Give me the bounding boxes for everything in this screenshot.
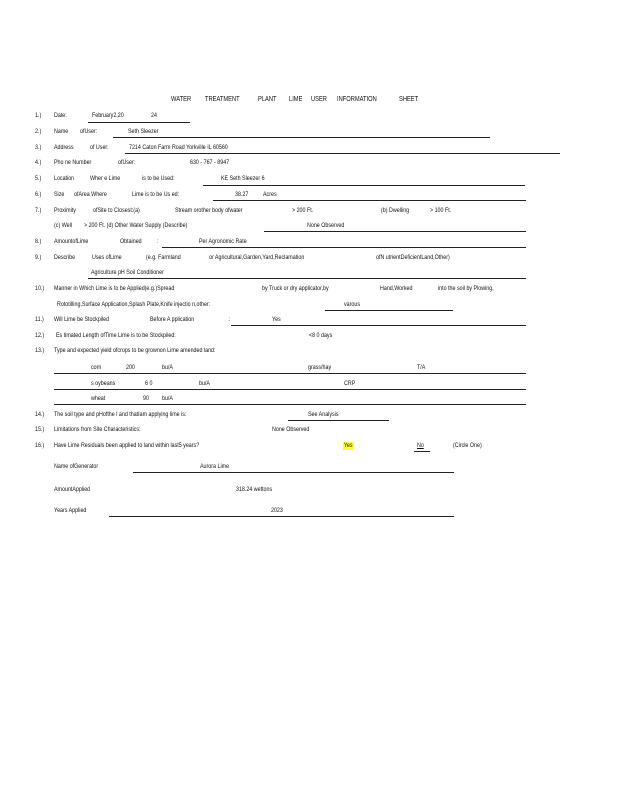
amount-label: AmountofLime bbox=[54, 238, 89, 245]
title-word: WATER bbox=[171, 96, 192, 103]
date-line bbox=[88, 122, 190, 123]
uses-value: Agriculture pH Soil Conditioner bbox=[91, 269, 164, 276]
generator-value: Aurora Lime bbox=[200, 463, 230, 470]
proximity-stream-value: > 200 Ft. bbox=[292, 207, 314, 214]
size-unit: Acres bbox=[263, 191, 277, 198]
item-number: 10.) bbox=[35, 285, 45, 292]
years-applied-line bbox=[109, 516, 454, 517]
item-number: 8.) bbox=[35, 238, 42, 245]
uses-line bbox=[88, 278, 526, 279]
generator-label: Name ofGenerator bbox=[54, 463, 99, 470]
location-value: KE Seth Sleezer 6 bbox=[221, 175, 265, 182]
crop-name: corn bbox=[91, 364, 102, 371]
phone-label: ofUser: bbox=[118, 159, 136, 166]
location-label: is to be Used: bbox=[142, 175, 175, 182]
crop-line bbox=[54, 404, 526, 405]
title-word: LIME bbox=[289, 96, 303, 103]
crop-unit: bu/A bbox=[162, 364, 173, 371]
residuals-label: Have Lime Residuals been applied to land within last5 years? bbox=[54, 442, 200, 449]
title-word: TREATMENT bbox=[205, 96, 240, 103]
proximity-dwelling-label: (b) Dwelling bbox=[381, 207, 410, 214]
name-label: ofUser: bbox=[80, 128, 98, 135]
name-label: Name bbox=[54, 128, 69, 135]
proximity-label: Proximity bbox=[54, 207, 76, 214]
stockpile-colon: : bbox=[229, 316, 231, 323]
stockpile-label: Before A pplication bbox=[150, 316, 195, 323]
manner-label: Manner in Which Lime is to be Applied(e.g.)Spread bbox=[54, 285, 175, 292]
stockpile-label: Will Lime be Stockpiled bbox=[54, 316, 110, 323]
residuals-circle-note: (Circle One) bbox=[453, 442, 482, 449]
uses-label: Describe bbox=[54, 254, 76, 261]
crop-unit: bu/A bbox=[199, 380, 210, 387]
uses-label: (e.g. Farmland bbox=[146, 254, 181, 261]
residuals-no: No bbox=[417, 442, 424, 449]
size-label: Lime is to be Us ed: bbox=[132, 191, 180, 198]
proximity-well-label: (c) Well bbox=[54, 222, 72, 229]
manner-label: Hand,Worked bbox=[380, 285, 413, 292]
phone-value: 630 - 767 - 8947 bbox=[190, 159, 230, 166]
date-value-year: 24 bbox=[151, 112, 157, 119]
length-label: Es timated Length ofTime Lime is to be Stockpiled: bbox=[56, 332, 176, 339]
proximity-label: ofSite to Closest:(a) bbox=[93, 207, 140, 214]
proximity-line bbox=[264, 231, 526, 232]
address-value: 7214 Caton Farm Road Yorkville IL 60560 bbox=[129, 144, 228, 151]
crop-unit: T/A bbox=[417, 364, 426, 371]
location-label: Wher e Lime bbox=[90, 175, 121, 182]
crop-name: CRP bbox=[344, 380, 356, 387]
size-value: 38.27 bbox=[235, 191, 249, 198]
date-value: February2,20 bbox=[92, 112, 124, 119]
size-line bbox=[213, 200, 526, 201]
years-applied-label: Years Applied bbox=[54, 507, 87, 514]
soil-label: The soil type and pHofthe l and thatIam applying lime is: bbox=[54, 411, 187, 418]
title-word: PLANT bbox=[258, 96, 277, 103]
item-number: 14.) bbox=[35, 411, 45, 418]
manner-value: varous bbox=[344, 301, 361, 308]
item-number: 3.) bbox=[35, 144, 42, 151]
crop-name: wheat bbox=[91, 395, 106, 402]
years-applied-value: 2023 bbox=[271, 507, 283, 514]
date-label: Date: bbox=[54, 112, 67, 119]
crop-yield: 6 0 bbox=[145, 380, 153, 387]
item-number: 12.) bbox=[35, 332, 45, 339]
title-word: INFORMATION bbox=[337, 96, 377, 103]
crop-yield: 90 bbox=[143, 395, 149, 402]
name-line bbox=[113, 137, 490, 138]
amount-applied-label: AmountApplied bbox=[54, 486, 91, 493]
size-label: ofArea Where bbox=[74, 191, 107, 198]
location-line bbox=[203, 185, 525, 186]
stockpile-value: Yes bbox=[272, 316, 281, 323]
residuals-yes: Yes bbox=[343, 442, 353, 449]
name-value: Seth Sleezer bbox=[128, 128, 159, 135]
manner-label: into the soil by Plowing, bbox=[438, 285, 494, 292]
crop-name: s oybeans bbox=[91, 380, 116, 387]
manner-label: Rototilling,Surface Application,Splash Plate,Knife injectio n,other: bbox=[57, 301, 211, 308]
generator-line bbox=[133, 472, 454, 473]
length-value: <8 0 days bbox=[309, 332, 333, 339]
crop-line bbox=[54, 389, 526, 390]
amount-colon: : bbox=[157, 238, 159, 245]
soil-value: See Analysis bbox=[308, 411, 339, 418]
crop-name: grass/hay bbox=[308, 364, 332, 371]
address-label: Address bbox=[54, 144, 74, 151]
amount-label: Obtained bbox=[120, 238, 142, 245]
item-number: 5.) bbox=[35, 175, 42, 182]
proximity-other-value: None Observed bbox=[307, 222, 345, 229]
item-number: 9.) bbox=[35, 254, 42, 261]
amount-value: Per Agronomic Rate bbox=[199, 238, 247, 245]
item-number: 11.) bbox=[35, 316, 44, 323]
proximity-well-value: > 200 Ft. (d) Other Water Supply (Describe) bbox=[84, 222, 188, 229]
title-word: USER bbox=[311, 96, 327, 103]
amount-line bbox=[162, 247, 526, 248]
uses-label: Uses ofLime bbox=[92, 254, 122, 261]
item-number: 7.) bbox=[35, 207, 42, 214]
title-word: SHEET bbox=[399, 96, 419, 103]
address-label: of User: bbox=[90, 144, 109, 151]
item-number: 1.) bbox=[35, 112, 42, 119]
uses-label: ofN utrientDeficientLand,Other) bbox=[376, 254, 450, 261]
amount-applied-value: 318.24 wettons bbox=[236, 486, 273, 493]
location-label: Location bbox=[54, 175, 75, 182]
uses-label: or Agricultural,Garden,Yard,Reclamation bbox=[209, 254, 305, 261]
proximity-label: Stream orother body ofwater bbox=[175, 207, 243, 214]
item-number: 4.) bbox=[35, 159, 42, 166]
residuals-no-line bbox=[414, 451, 430, 452]
stockpile-line bbox=[231, 325, 526, 326]
manner-line bbox=[325, 310, 453, 311]
crops-label: Type and expected yield ofcrops to be grownon Lime amended land: bbox=[54, 347, 216, 354]
address-line bbox=[125, 153, 560, 154]
proximity-dwelling-value: > 100 Ft. bbox=[430, 207, 452, 214]
manner-label: by Truck or dry applicator,by bbox=[262, 285, 329, 292]
limitations-label: Limitations from Site Characteristics: bbox=[54, 426, 141, 433]
size-label: Size bbox=[54, 191, 65, 198]
crop-yield: 200 bbox=[126, 364, 135, 371]
phone-label: Pho ne Number bbox=[54, 159, 92, 166]
item-number: 16.) bbox=[35, 442, 45, 449]
crop-unit: bu/A bbox=[162, 395, 173, 402]
item-number: 13.) bbox=[35, 347, 45, 354]
item-number: 15.) bbox=[35, 426, 45, 433]
crop-line bbox=[54, 373, 526, 374]
item-number: 6.) bbox=[35, 191, 42, 198]
item-number: 2.) bbox=[35, 128, 42, 135]
soil-line bbox=[288, 420, 389, 421]
limitations-value: None Observed bbox=[272, 426, 310, 433]
